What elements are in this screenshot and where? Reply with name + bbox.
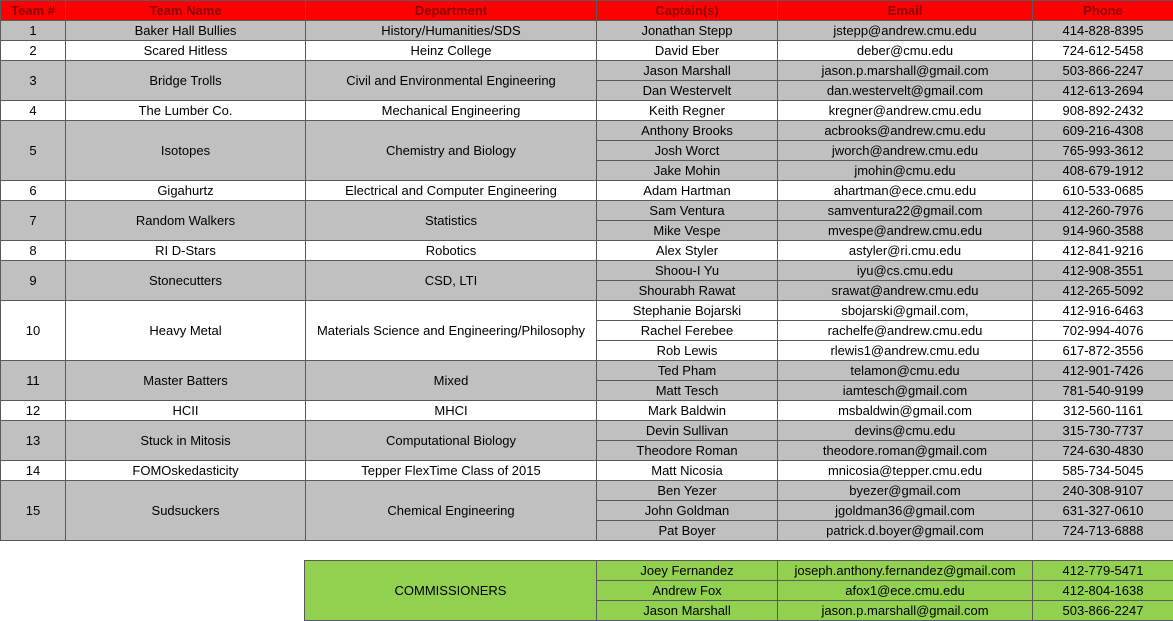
captain-name: John Goldman <box>597 501 778 521</box>
team-department: Heinz College <box>306 41 597 61</box>
team-department: Civil and Environmental Engineering <box>306 61 597 101</box>
captain-name: Pat Boyer <box>597 521 778 541</box>
captain-email: iyu@cs.cmu.edu <box>778 261 1033 281</box>
captain-name: Mike Vespe <box>597 221 778 241</box>
captain-name: Jake Mohin <box>597 161 778 181</box>
team-name: Isotopes <box>66 121 306 181</box>
captain-email: deber@cmu.edu <box>778 41 1033 61</box>
captain-phone: 702-994-4076 <box>1033 321 1173 341</box>
captain-phone: 315-730-7737 <box>1033 421 1173 441</box>
captain-phone: 503-866-2247 <box>1033 61 1173 81</box>
commissioner-email: jason.p.marshall@gmail.com <box>778 601 1033 621</box>
captain-email: samventura22@gmail.com <box>778 201 1033 221</box>
team-name: Baker Hall Bullies <box>66 21 306 41</box>
table-row <box>1 481 1173 501</box>
captain-email: rachelfe@andrew.cmu.edu <box>778 321 1033 341</box>
team-department: Tepper FlexTime Class of 2015 <box>306 461 597 481</box>
captain-email: byezer@gmail.com <box>778 481 1033 501</box>
captain-phone: 414-828-8395 <box>1033 21 1173 41</box>
team-number: 1 <box>1 21 66 41</box>
captain-name: Ted Pham <box>597 361 778 381</box>
captain-name: Josh Worct <box>597 141 778 161</box>
team-name: HCII <box>66 401 306 421</box>
team-name: Sudsuckers <box>66 481 306 541</box>
captain-email: acbrooks@andrew.cmu.edu <box>778 121 1033 141</box>
captain-name: Mark Baldwin <box>597 401 778 421</box>
captain-phone: 412-841-9216 <box>1033 241 1173 261</box>
team-name: Scared Hitless <box>66 41 306 61</box>
captain-name: Adam Hartman <box>597 181 778 201</box>
team-department: MHCI <box>306 401 597 421</box>
captain-phone: 724-612-5458 <box>1033 41 1173 61</box>
header-team-number: Team # <box>1 1 66 21</box>
team-department: Statistics <box>306 201 597 241</box>
captain-phone: 412-265-5092 <box>1033 281 1173 301</box>
team-name: The Lumber Co. <box>66 101 306 121</box>
header-phone: Phone <box>1033 1 1173 21</box>
captain-phone: 631-327-0610 <box>1033 501 1173 521</box>
commissioner-email: joseph.anthony.fernandez@gmail.com <box>778 561 1033 581</box>
header-captains: Captain(s) <box>597 1 778 21</box>
captain-name: Rob Lewis <box>597 341 778 361</box>
table-row <box>1 241 1173 261</box>
team-name: Gigahurtz <box>66 181 306 201</box>
captain-phone: 609-216-4308 <box>1033 121 1173 141</box>
commissioner-name: Andrew Fox <box>597 581 778 601</box>
captain-email: devins@cmu.edu <box>778 421 1033 441</box>
header-row <box>1 1 1173 21</box>
table-row <box>1 301 1173 321</box>
captain-name: Jonathan Stepp <box>597 21 778 41</box>
team-number: 3 <box>1 61 66 101</box>
header-team-name: Team Name <box>66 1 306 21</box>
captain-name: Ben Yezer <box>597 481 778 501</box>
team-number: 6 <box>1 181 66 201</box>
captain-name: Alex Styler <box>597 241 778 261</box>
captain-email: telamon@cmu.edu <box>778 361 1033 381</box>
team-number: 2 <box>1 41 66 61</box>
captain-phone: 412-613-2694 <box>1033 81 1173 101</box>
table-row <box>1 101 1173 121</box>
commissioner-name: Joey Fernandez <box>597 561 778 581</box>
team-name: Heavy Metal <box>66 301 306 361</box>
captain-phone: 408-679-1912 <box>1033 161 1173 181</box>
captain-phone: 617-872-3556 <box>1033 341 1173 361</box>
team-name: FOMOskedasticity <box>66 461 306 481</box>
team-number: 7 <box>1 201 66 241</box>
captain-email: astyler@ri.cmu.edu <box>778 241 1033 261</box>
team-number: 13 <box>1 421 66 461</box>
captain-email: srawat@andrew.cmu.edu <box>778 281 1033 301</box>
captain-name: Theodore Roman <box>597 441 778 461</box>
captain-name: Shourabh Rawat <box>597 281 778 301</box>
team-name: RI D-Stars <box>66 241 306 261</box>
header-email: Email <box>778 1 1033 21</box>
table-row <box>1 121 1173 141</box>
captain-name: Rachel Ferebee <box>597 321 778 341</box>
team-department: Electrical and Computer Engineering <box>306 181 597 201</box>
captain-email: kregner@andrew.cmu.edu <box>778 101 1033 121</box>
captain-name: Anthony Brooks <box>597 121 778 141</box>
team-department: Chemical Engineering <box>306 481 597 541</box>
commissioner-row <box>305 561 1173 581</box>
captain-name: Matt Tesch <box>597 381 778 401</box>
table-row <box>1 41 1173 61</box>
commissioner-name: Jason Marshall <box>597 601 778 621</box>
captain-phone: 312-560-1161 <box>1033 401 1173 421</box>
table-row <box>1 21 1173 41</box>
team-department: Computational Biology <box>306 421 597 461</box>
table-row <box>1 181 1173 201</box>
captain-email: msbaldwin@gmail.com <box>778 401 1033 421</box>
captain-email: dan.westervelt@gmail.com <box>778 81 1033 101</box>
captain-email: jmohin@cmu.edu <box>778 161 1033 181</box>
team-department: CSD, LTI <box>306 261 597 301</box>
captain-name: David Eber <box>597 41 778 61</box>
team-number: 10 <box>1 301 66 361</box>
captain-phone: 412-916-6463 <box>1033 301 1173 321</box>
team-department: Robotics <box>306 241 597 261</box>
table-row <box>1 201 1173 221</box>
team-number: 8 <box>1 241 66 261</box>
captain-phone: 908-892-2432 <box>1033 101 1173 121</box>
team-department: Materials Science and Engineering/Philosophy <box>306 301 597 361</box>
table-row <box>1 61 1173 81</box>
captain-phone: 914-960-3588 <box>1033 221 1173 241</box>
captain-email: ahartman@ece.cmu.edu <box>778 181 1033 201</box>
captain-phone: 765-993-3612 <box>1033 141 1173 161</box>
captain-email: jgoldman36@gmail.com <box>778 501 1033 521</box>
table-row <box>1 361 1173 381</box>
captain-phone: 610-533-0685 <box>1033 181 1173 201</box>
team-name: Random Walkers <box>66 201 306 241</box>
captain-name: Devin Sullivan <box>597 421 778 441</box>
table-row <box>1 461 1173 481</box>
table-row <box>1 261 1173 281</box>
table-row <box>1 421 1173 441</box>
team-number: 15 <box>1 481 66 541</box>
captain-email: iamtesch@gmail.com <box>778 381 1033 401</box>
captain-name: Stephanie Bojarski <box>597 301 778 321</box>
team-department: Mixed <box>306 361 597 401</box>
captain-phone: 781-540-9199 <box>1033 381 1173 401</box>
captain-phone: 412-901-7426 <box>1033 361 1173 381</box>
header-department: Department <box>306 1 597 21</box>
team-name: Bridge Trolls <box>66 61 306 101</box>
commissioner-phone: 503-866-2247 <box>1033 601 1173 621</box>
captain-phone: 412-260-7976 <box>1033 201 1173 221</box>
captain-email: rlewis1@andrew.cmu.edu <box>778 341 1033 361</box>
team-number: 9 <box>1 261 66 301</box>
captain-name: Sam Ventura <box>597 201 778 221</box>
captain-phone: 240-308-9107 <box>1033 481 1173 501</box>
team-department: Mechanical Engineering <box>306 101 597 121</box>
team-department: Chemistry and Biology <box>306 121 597 181</box>
team-number: 4 <box>1 101 66 121</box>
captain-phone: 724-713-6888 <box>1033 521 1173 541</box>
team-number: 5 <box>1 121 66 181</box>
team-name: Stuck in Mitosis <box>66 421 306 461</box>
captain-email: sbojarski@gmail.com, <box>778 301 1033 321</box>
team-name: Master Batters <box>66 361 306 401</box>
captain-name: Matt Nicosia <box>597 461 778 481</box>
team-name: Stonecutters <box>66 261 306 301</box>
commissioner-phone: 412-804-1638 <box>1033 581 1173 601</box>
captain-email: mvespe@andrew.cmu.edu <box>778 221 1033 241</box>
commissioners-label: COMMISSIONERS <box>305 561 597 621</box>
commissioners-table <box>304 560 1173 621</box>
captain-email: mnicosia@tepper.cmu.edu <box>778 461 1033 481</box>
captain-phone: 412-908-3551 <box>1033 261 1173 281</box>
captain-name: Dan Westervelt <box>597 81 778 101</box>
captain-phone: 585-734-5045 <box>1033 461 1173 481</box>
captain-name: Jason Marshall <box>597 61 778 81</box>
commissioner-phone: 412-779-5471 <box>1033 561 1173 581</box>
captain-email: jstepp@andrew.cmu.edu <box>778 21 1033 41</box>
captain-name: Keith Regner <box>597 101 778 121</box>
team-number: 11 <box>1 361 66 401</box>
team-department: History/Humanities/SDS <box>306 21 597 41</box>
commissioner-email: afox1@ece.cmu.edu <box>778 581 1033 601</box>
captain-name: Shoou-I Yu <box>597 261 778 281</box>
table-row <box>1 401 1173 421</box>
captain-email: jworch@andrew.cmu.edu <box>778 141 1033 161</box>
team-number: 14 <box>1 461 66 481</box>
captain-email: theodore.roman@gmail.com <box>778 441 1033 461</box>
captain-email: jason.p.marshall@gmail.com <box>778 61 1033 81</box>
team-number: 12 <box>1 401 66 421</box>
captain-phone: 724-630-4830 <box>1033 441 1173 461</box>
captain-email: patrick.d.boyer@gmail.com <box>778 521 1033 541</box>
